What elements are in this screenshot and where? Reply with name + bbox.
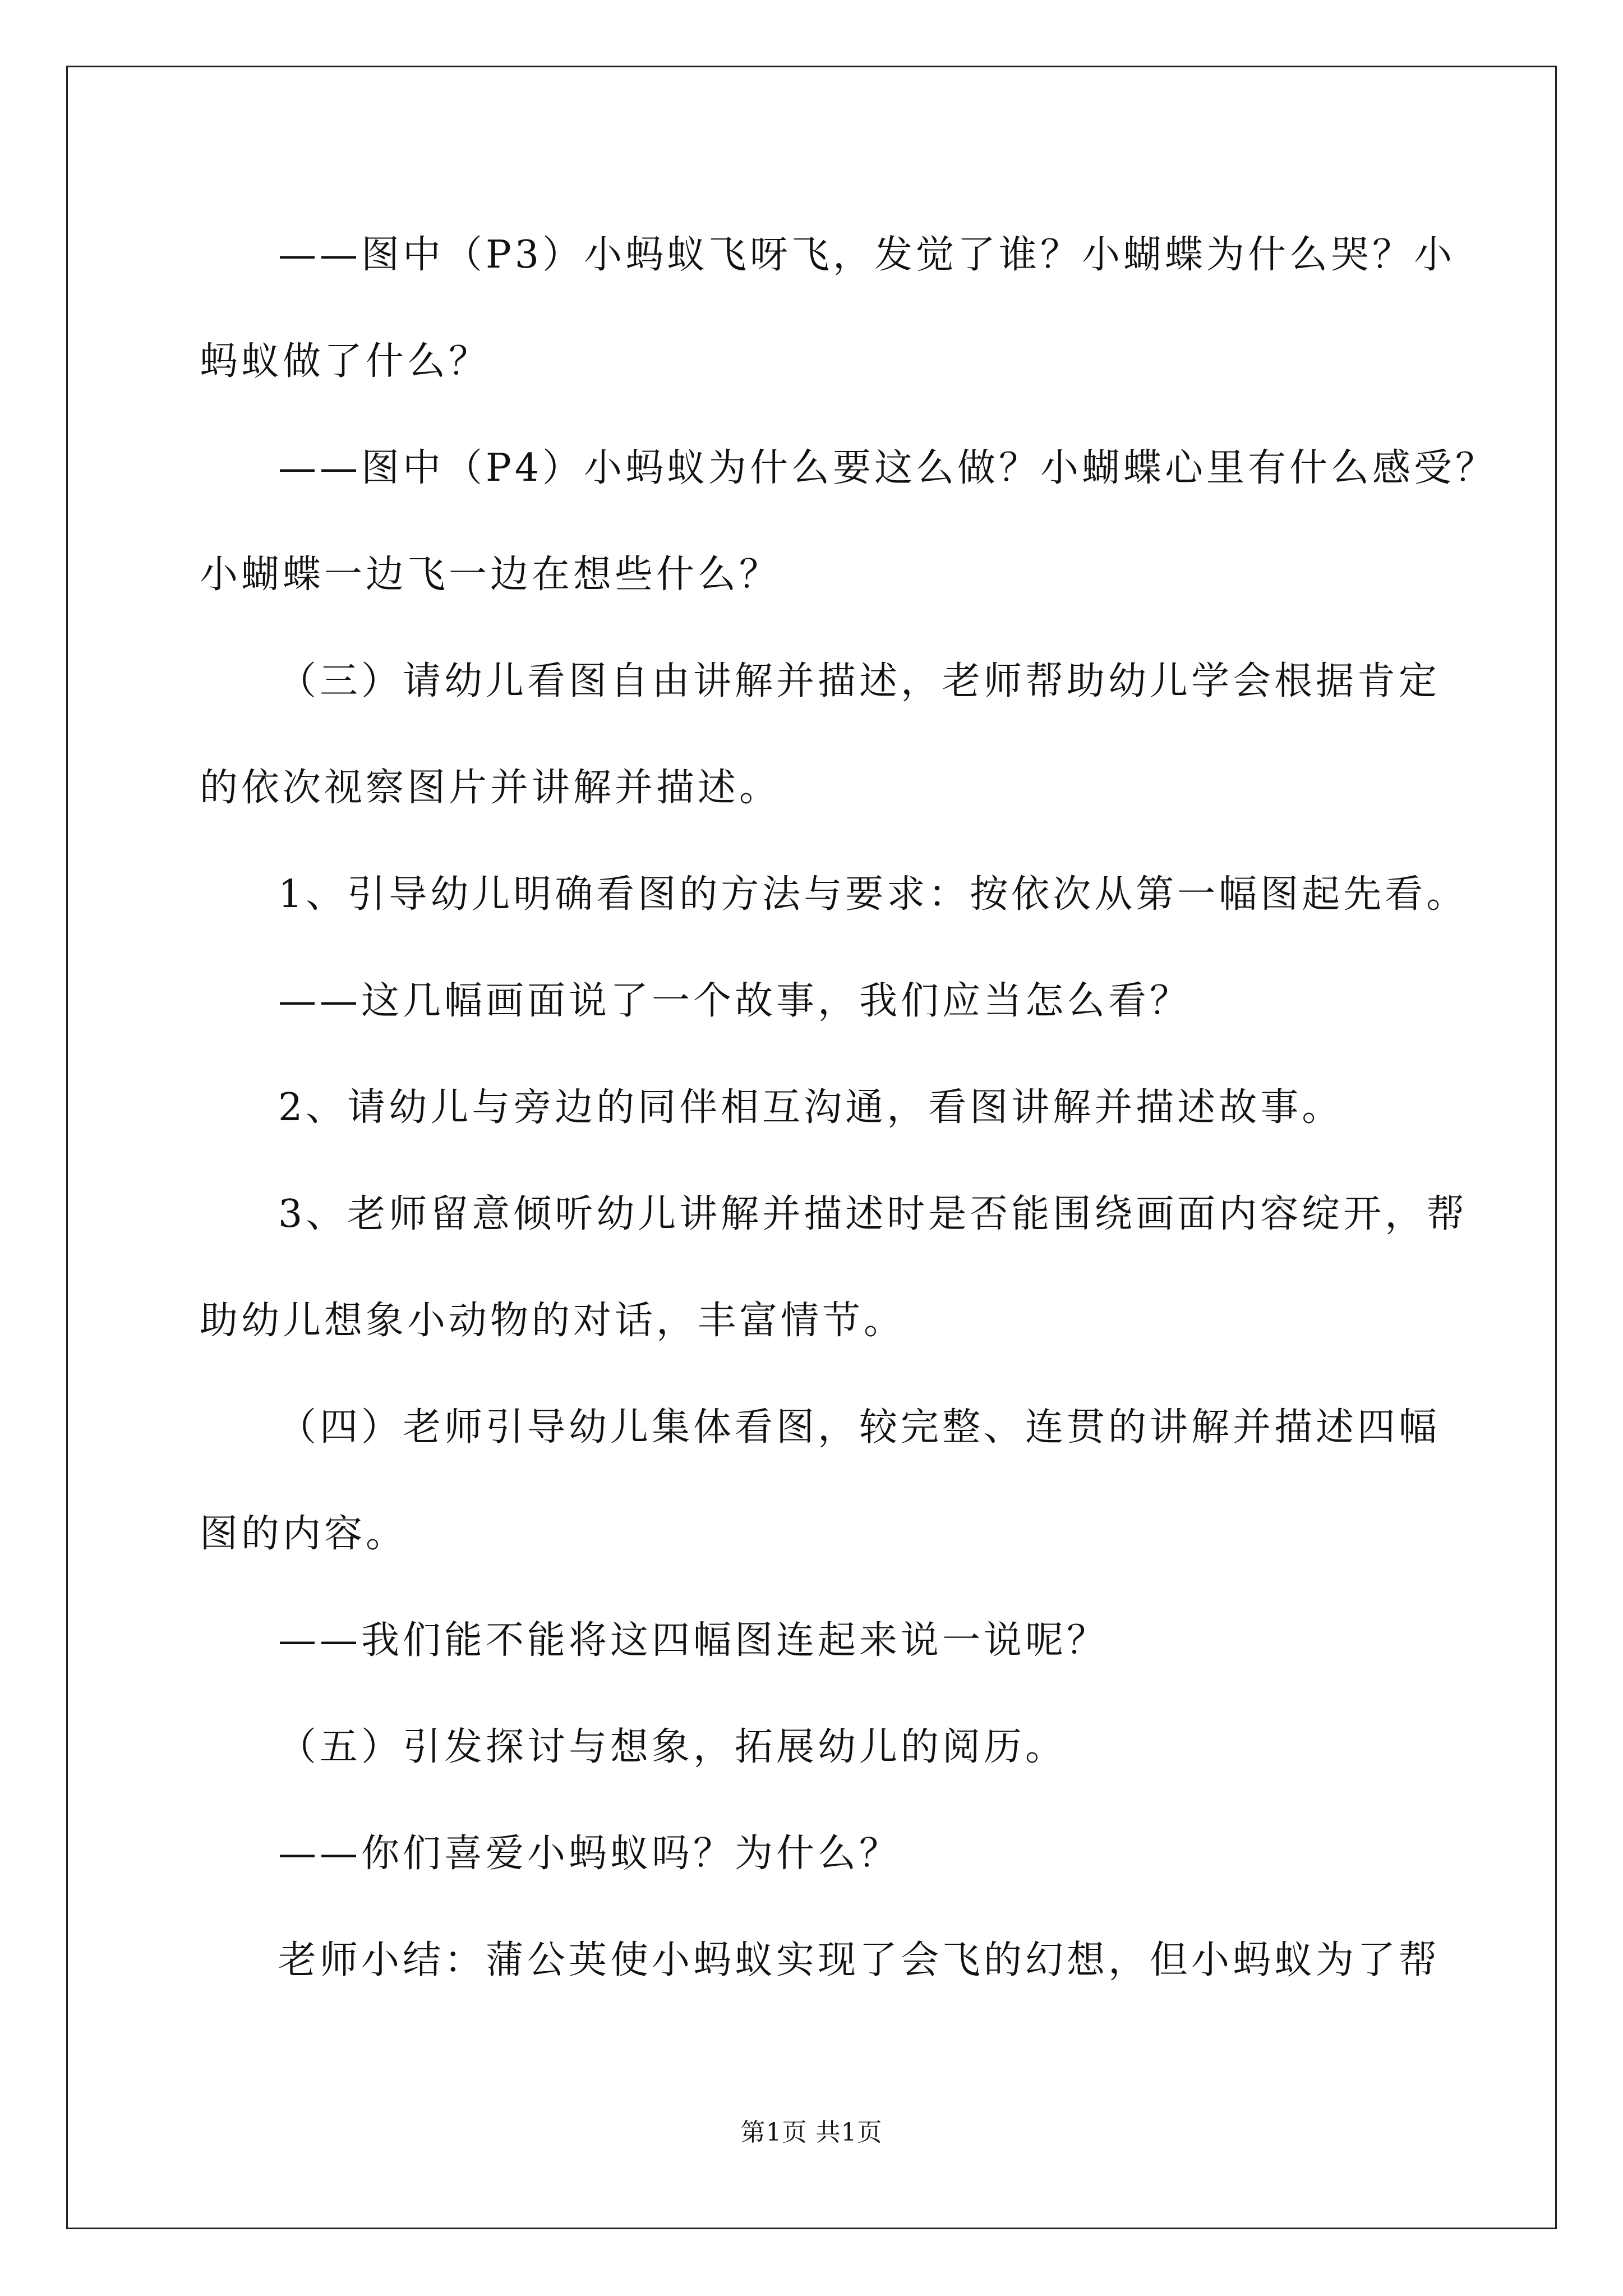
text-line: 蚂蚁做了什么？: [200, 339, 491, 384]
document-body: [200, 202, 1497, 2014]
text-line: ——这几幅画面说了一个故事，我们应当怎么看？: [278, 979, 1192, 1023]
text-line: 小蝴蝶一边飞一边在想些什么？: [200, 553, 781, 597]
text-line: 2、请幼儿与旁边的同伴相互沟通，看图讲解并描述故事。: [278, 1085, 1344, 1130]
text-line: （五）引发探讨与想象，拓展幼儿的阅历。: [278, 1725, 1067, 1769]
text-line: （四）老师引导幼儿集体看图，较完整、连贯的讲解并描述四幅: [278, 1405, 1441, 1450]
text-line: 图的内容。: [200, 1512, 408, 1556]
text-line: ——图中（P3）小蚂蚁飞呀飞，发觉了谁？小蝴蝶为什么哭？小: [278, 233, 1456, 277]
text-line: ——你们喜爱小蚂蚁吗？为什么？: [278, 1832, 901, 1876]
text-line: 1、引导幼儿明确看图的方法与要求：按依次从第一幅图起先看。: [278, 872, 1468, 917]
text-line: （三）请幼儿看图自由讲解并描述，老师帮助幼儿学会根据肯定: [278, 659, 1441, 703]
text-line: ——我们能不能将这四幅图连起来说一说呢？: [278, 1618, 1109, 1663]
text-line: 老师小结：蒲公英使小蚂蚁实现了会飞的幻想，但小蚂蚁为了帮: [278, 1938, 1441, 1982]
text-line: 助幼儿想象小动物的对话，丰富情节。: [200, 1299, 906, 1343]
page-footer: 第1页 共1页: [740, 2118, 883, 2147]
text-line: 3、老师留意倾听幼儿讲解并描述时是否能围绕画面内容绽开，帮: [278, 1192, 1468, 1236]
text-line: 的依次视察图片并讲解并描述。: [200, 766, 781, 810]
text-line: ——图中（P4）小蚂蚁为什么要这么做？小蝴蝶心里有什么感受？: [278, 446, 1497, 490]
